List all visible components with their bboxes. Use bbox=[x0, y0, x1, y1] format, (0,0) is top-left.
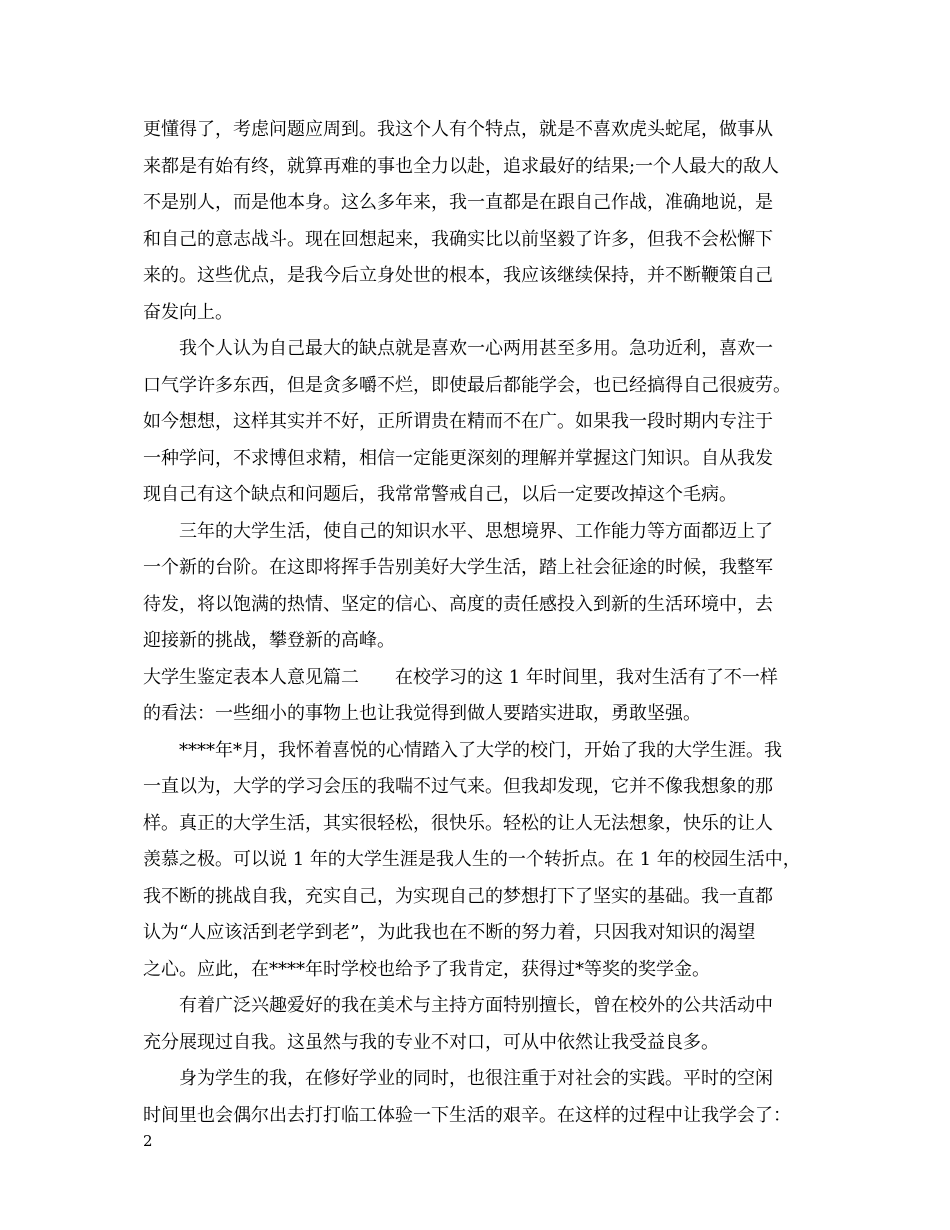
paragraph-line: 现自己有这个缺点和问题后，我常常警戒自己，以后一定要改掉这个毛病。 bbox=[143, 484, 737, 505]
paragraph-line: 奋发向上。 bbox=[143, 301, 233, 323]
paragraph-line: 三年的大学生活，使自己的知识水平、思想境界、工作能力等方面都迈上了 bbox=[179, 520, 773, 542]
paragraph-line: 身为学生的我，在修好学业的同时，也很注重于对社会的实践。平时的空闲 bbox=[179, 1068, 773, 1089]
paragraph-line: 待发，将以饱满的热情、坚定的信心、高度的责任感投入到新的生活环境中，去 bbox=[143, 593, 773, 615]
paragraph-line: ****年*月，我怀着喜悦的心情踏入了大学的校门，开始了我的大学生涯。我 bbox=[179, 739, 782, 761]
paragraph-line: 口气学许多东西，但是贪多嚼不烂，即使最后都能学会，也已经搞得自己很疲劳。 bbox=[143, 374, 791, 396]
paragraph-line: 充分展现过自我。这虽然与我的专业不对口，可从中依然让我受益良多。 bbox=[143, 1031, 719, 1053]
paragraph-line: 有着广泛兴趣爱好的我在美术与主持方面特别擅长，曾在校外的公共活动中 bbox=[179, 995, 773, 1016]
paragraph-line: 我个人认为自己最大的缺点就是喜欢一心两用甚至多用。急功近利，喜欢一 bbox=[179, 338, 773, 359]
paragraph-line: 来的。这些优点，是我今后立身处世的根本，我应该继续保持，并不断鞭策自己 bbox=[143, 265, 773, 286]
paragraph-line: 在校学习的这 1 年时间里，我对生活有了不一样 bbox=[395, 666, 778, 688]
paragraph-line: 我不断的挑战自我，充实自己，为实现自己的梦想打下了坚实的基础。我一直都 bbox=[143, 885, 773, 907]
paragraph-line: 的看法：一些细小的事物上也让我觉得到做人要踏实进取，勇敢坚强。 bbox=[143, 703, 701, 724]
paragraph-line: 一种学问，不求博但求精，相信一定能更深刻的理解并掌握这门知识。自从我发 bbox=[143, 447, 773, 469]
paragraph-line: 之心。应此，在****年时学校也给予了我肯定，获得过*等奖的奖学金。 bbox=[143, 958, 710, 980]
paragraph-line: 样。真正的大学生活，其实很轻松，很快乐。轻松的让人无法想象，快乐的让人 bbox=[143, 812, 773, 834]
section-heading-line bbox=[143, 660, 825, 697]
paragraph-line: 不是别人，而是他本身。这么多年来，我一直都是在跟自己作战，准确地说，是 bbox=[143, 192, 773, 213]
paragraph-line: 更懂得了，考虑问题应周到。我这个人有个特点，就是不喜欢虎头蛇尾，做事从 bbox=[143, 119, 773, 140]
paragraph-line: 迎接新的挑战，攀登新的高峰。 bbox=[143, 630, 395, 651]
paragraph-line: 一直以为，大学的学习会压的我喘不过气来。但我却发现，它并不像我想象的那 bbox=[143, 776, 773, 797]
paragraph-line: 羡慕之极。可以说 1 年的大学生涯是我人生的一个转折点。在 1 年的校园生活中， bbox=[143, 849, 801, 870]
paragraph-line: 和自己的意志战斗。现在回想起来，我确实比以前坚毅了许多，但我不会松懈下 bbox=[143, 228, 773, 250]
paragraph-line: 时间里也会偶尔出去打打临工体验一下生活的艰辛。在这样的过程中让我学会了： bbox=[143, 1104, 791, 1126]
paragraph-line: 来都是有始有终，就算再难的事也全力以赴，追求最好的结果;一个人最大的敌人 bbox=[143, 155, 780, 177]
document-body bbox=[143, 112, 825, 1134]
page-number: 2 bbox=[143, 1132, 153, 1150]
section-heading: 大学生鉴定表本人意见篇二 bbox=[143, 666, 359, 688]
paragraph-line: 认为“人应该活到老学到老”，为此我也在不断的努力着，只因我对知识的渴望 bbox=[143, 922, 756, 943]
paragraph-line: 一个新的台阶。在这即将挥手告别美好大学生活，踏上社会征途的时候，我整军 bbox=[143, 557, 773, 578]
paragraph-line: 如今想想，这样其实并不好，正所谓贵在精而不在广。如果我一段时期内专注于 bbox=[143, 411, 773, 432]
